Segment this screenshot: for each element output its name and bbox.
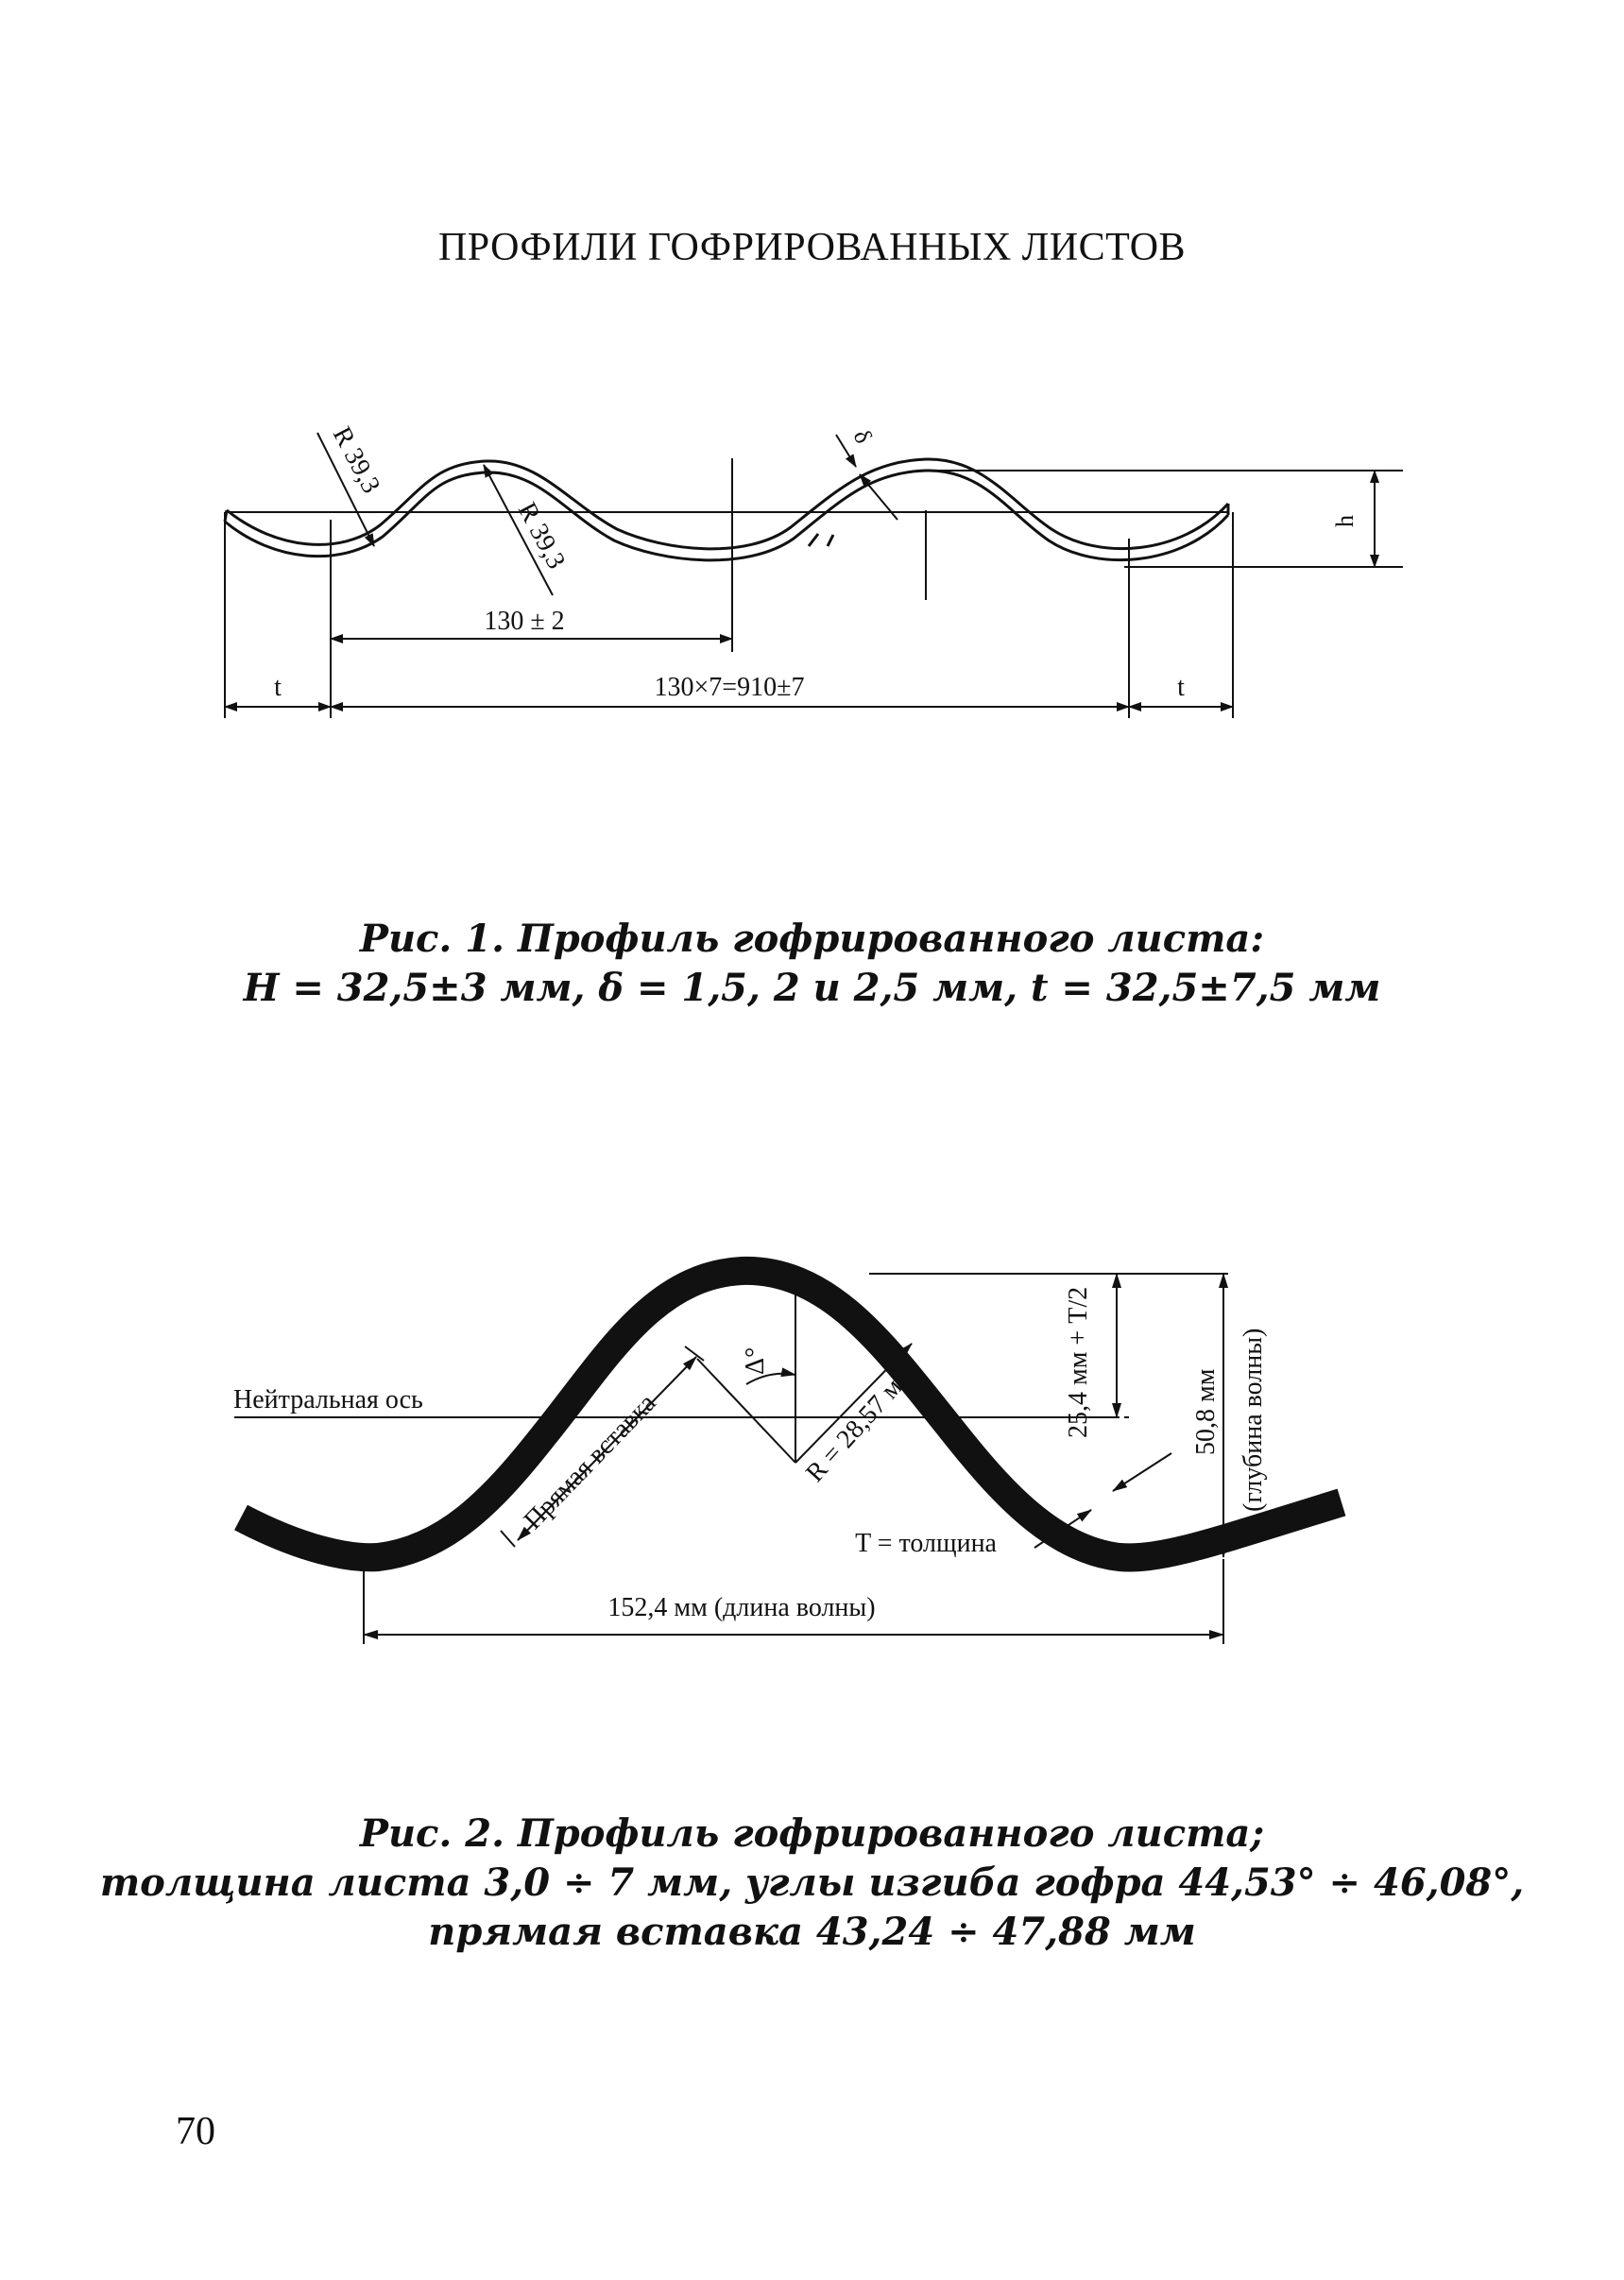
neutral-axis-label: Нейтральная ось [233, 1385, 423, 1414]
t-right-label: t [1177, 673, 1185, 702]
figure-2-profile-drawing [0, 1219, 1624, 1672]
radius-label: R = 28,57 мм [800, 1360, 920, 1488]
thickness-label: T = толщина [855, 1529, 997, 1558]
height-label: h [1331, 515, 1359, 527]
depth-note-label: (глубина волны) [1239, 1328, 1268, 1512]
straight-insert-label: Прямая вставка [518, 1388, 662, 1535]
half-depth-label: 25,4 мм + T/2 [1064, 1286, 1093, 1438]
pitch-label: 130 ± 2 [484, 607, 565, 636]
page-number: 70 [176, 2110, 215, 2153]
page-title: ПРОФИЛИ ГОФРИРОВАННЫХ ЛИСТОВ [437, 226, 1187, 269]
t-left-label: t [274, 673, 282, 702]
radius-center-label: R 39,3 [511, 497, 572, 574]
total-width-label: 130×7=910±7 [654, 673, 805, 702]
figure-1-caption: Рис. 1. Профиль гофрированного листа: H = 32,5±3 мм, δ = 1,5, 2 и 2,5 мм, t = 32,5±7,5 мм [243, 917, 1381, 1010]
radius-left-label: R 39,3 [326, 421, 386, 499]
figure-2-caption: Рис. 2. Профиль гофрированного листа; толщина листа 3,0 ÷ 7 мм, углы изгиба гофра 44,53° ÷ 46,08°, прямая вставка 43,24 ÷ 47,88 мм [99, 1811, 1525, 1954]
wavelength-label: 152,4 мм (длина волны) [607, 1593, 876, 1622]
figure-1-profile-drawing [0, 406, 1624, 746]
angle-label: Δ° [741, 1346, 770, 1375]
full-depth-label: 50,8 мм [1191, 1368, 1221, 1455]
thickness-delta-label: δ [847, 425, 879, 448]
